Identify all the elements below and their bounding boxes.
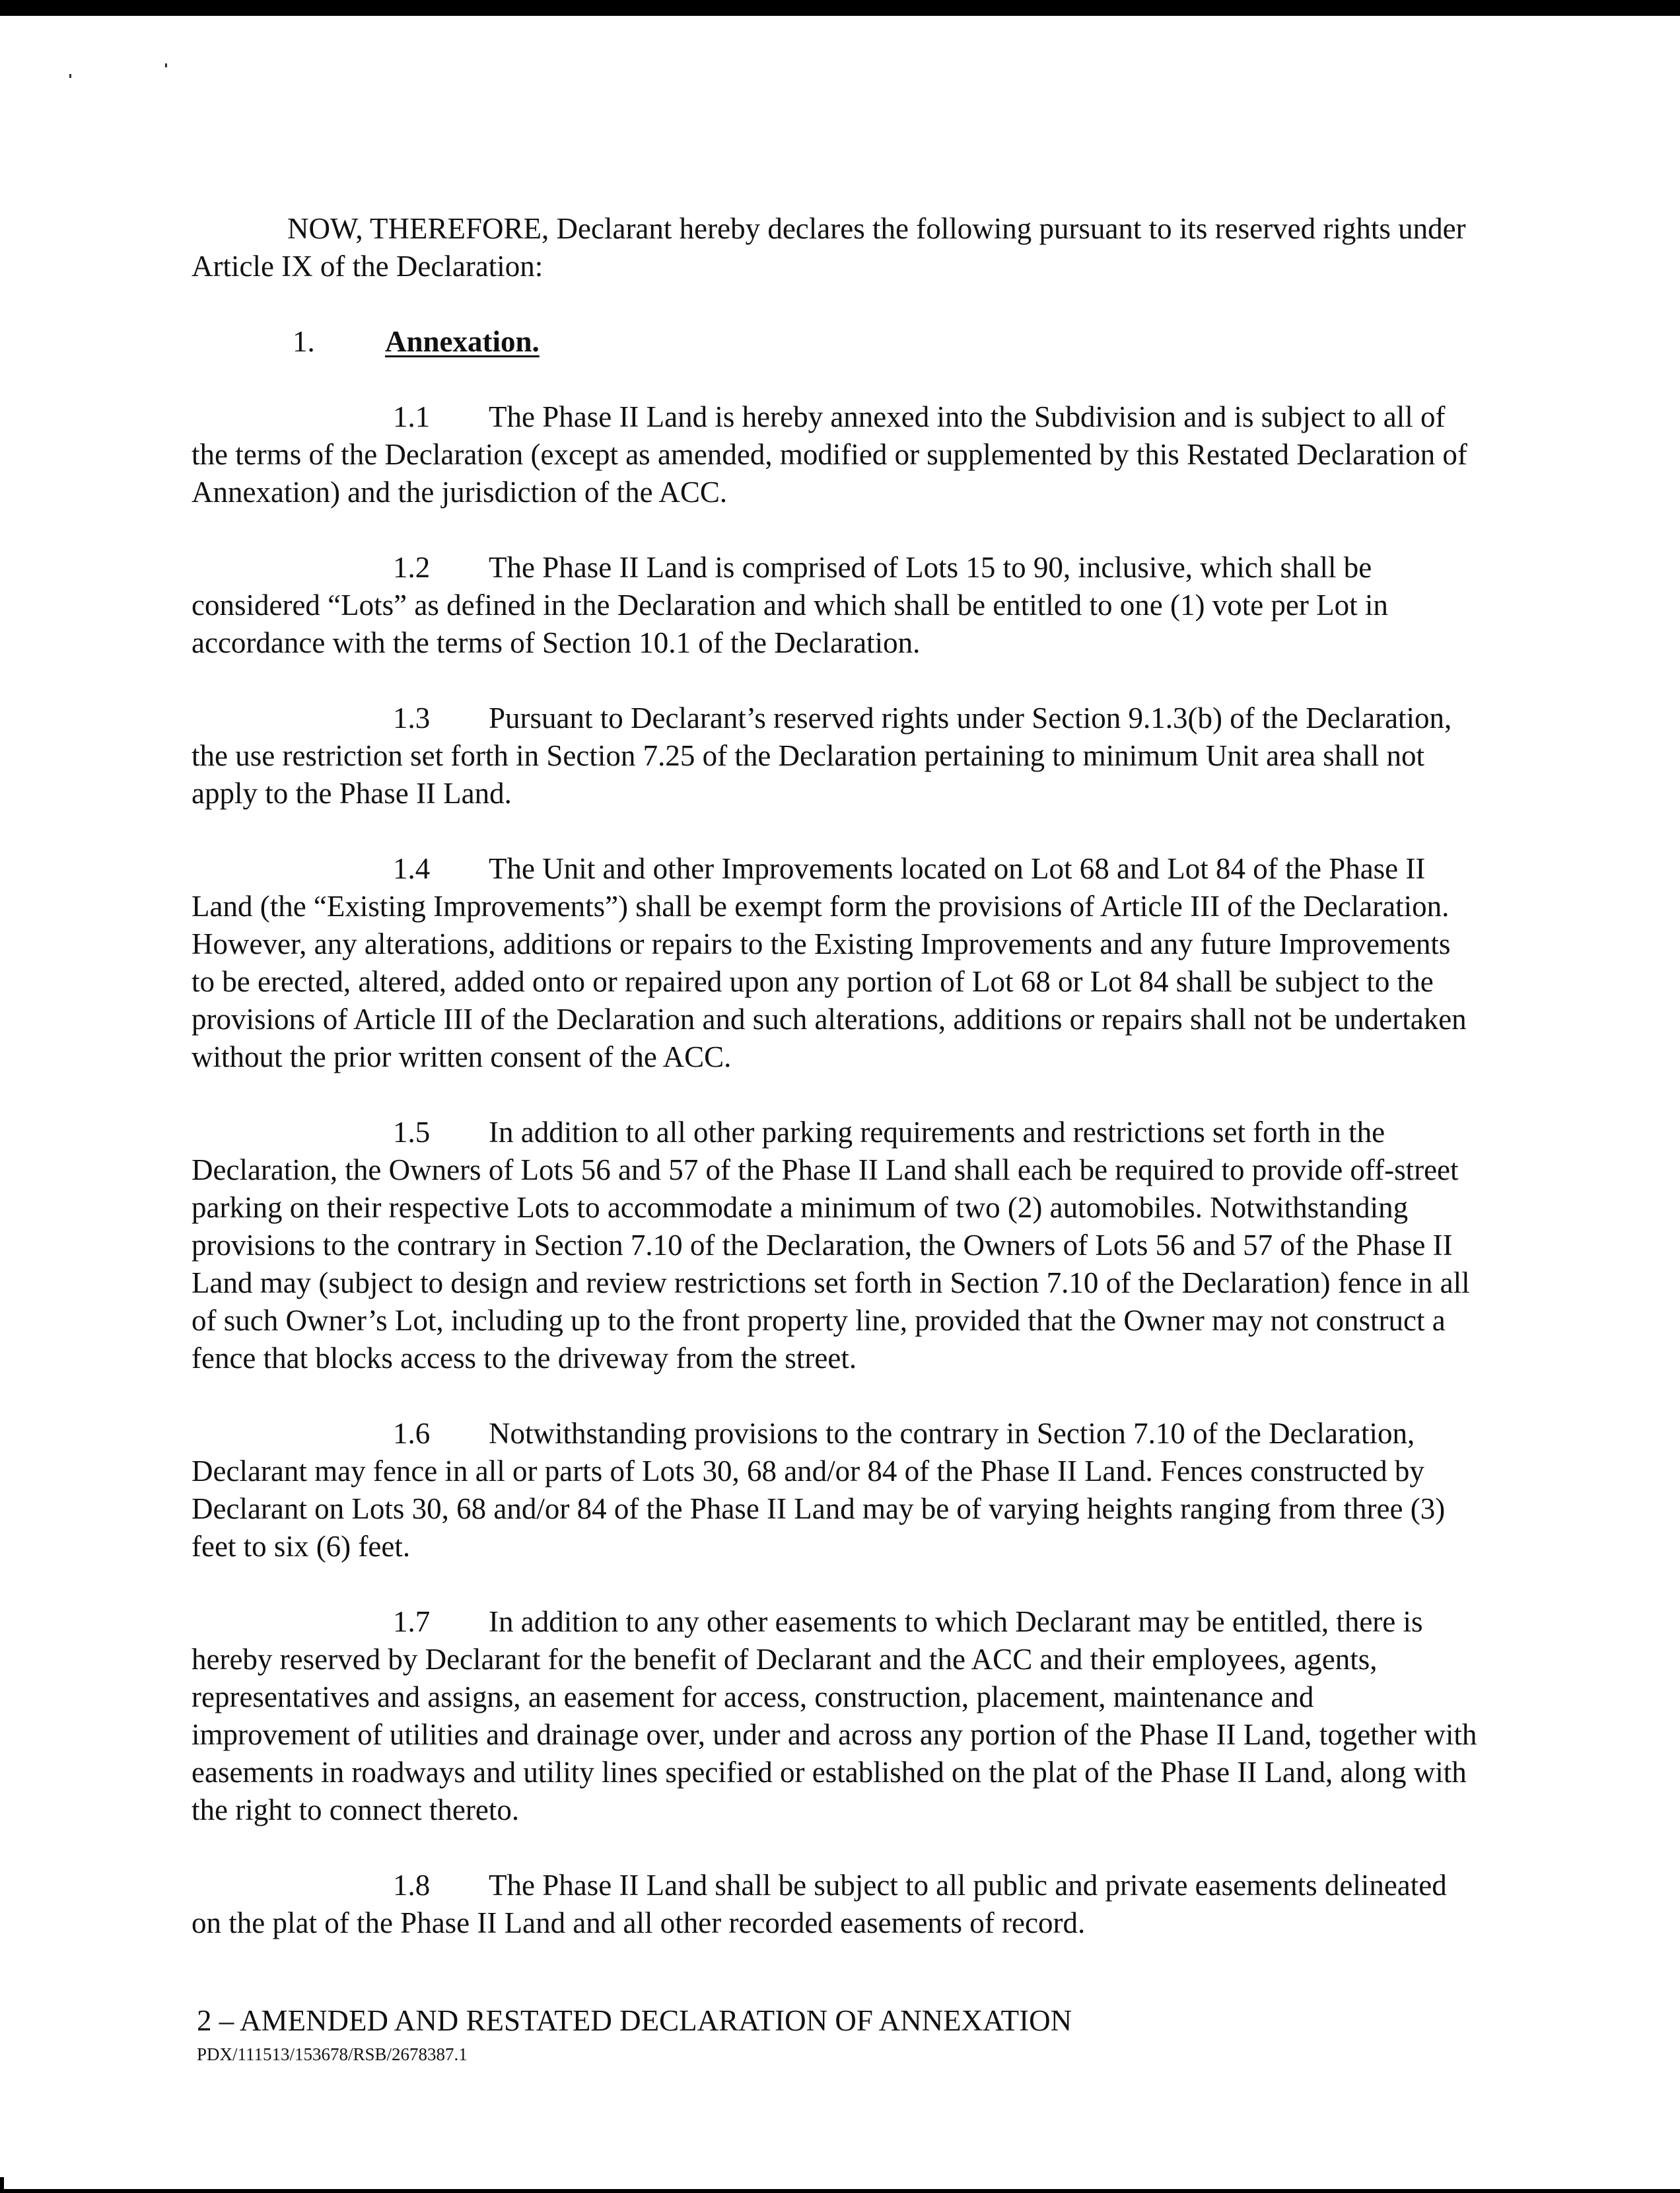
clause-text: The Unit and other Improvements located on Lot 68 and Lot 84 of the Phase II Land (the “Existing Improvements”) shall be exempt form the provisions of Article III of the Declaration. However, any alterations, additions or repairs to the Existing Improvements and any future Improvements to be erected, altered, added onto or repaired upon any portion of Lot 68 or Lot 84 shall be subject to the provisions of Article III of the Declaration and such alterations, additions or repairs shall not be undertaken without the prior written consent of the ACC. xyxy=(192,852,1467,1073)
clause-text: The Phase II Land is comprised of Lots 15 to 90, inclusive, which shall be considered “Lots” as defined in the Declaration and which shall be entitled to one (1) vote per Lot in accordance with the terms of Section 10.1 of the Declaration. xyxy=(192,551,1388,659)
footer-title: 2 – AMENDED AND RESTATED DECLARATION OF ANNEXATION xyxy=(197,2004,1072,2037)
clause-1-7 xyxy=(192,1603,1479,1829)
clause-1-6 xyxy=(192,1415,1479,1565)
clause-number: 1.4 xyxy=(393,852,431,885)
clause-1-1 xyxy=(192,398,1479,511)
clause-number: 1.5 xyxy=(393,1116,431,1149)
scan-corner-mark xyxy=(0,2177,4,2193)
heading-title: Annexation. xyxy=(385,325,540,358)
clause-number: 1.3 xyxy=(393,701,431,735)
clause-1-8 xyxy=(192,1867,1479,1942)
clause-text: In addition to any other easements to which Declarant may be entitled, there is hereby reserved by Declarant for the benefit of Declarant and the ACC and their employees, agents, representatives and assigns, an easement for access, construction, placement, maintenance and improvement of utilities and drainage over, under and across any portion of the Phase II Land, together with easements in roadways and utility lines specified or established on the plat of the Phase II Land, along with the right to connect thereto. xyxy=(192,1605,1477,1826)
section-heading xyxy=(293,323,1479,361)
scan-bottom-border xyxy=(0,2189,1680,2193)
clause-number: 1.2 xyxy=(393,551,431,584)
scan-speck xyxy=(165,63,167,67)
clause-text: Pursuant to Declarant’s reserved rights under Section 9.1.3(b) of the Declaration, the use restriction set forth in Section 7.25 of the Declaration pertaining to minimum Unit area shall not apply to the Phase II Land. xyxy=(192,701,1452,810)
clause-number: 1.7 xyxy=(393,1605,431,1638)
scan-speck xyxy=(69,74,71,78)
clause-1-2 xyxy=(192,549,1479,662)
clause-1-5 xyxy=(192,1114,1479,1377)
intro-paragraph: NOW, THEREFORE, Declarant hereby declares the following pursuant to its reserved rights under Article IX of the Declaration: xyxy=(192,212,1466,283)
clause-1-4 xyxy=(192,850,1479,1076)
clause-1-3 xyxy=(192,700,1479,812)
scan-top-border xyxy=(0,0,1680,16)
document-reference-code: PDX/111513/153678/RSB/2678387.1 xyxy=(197,2044,468,2064)
clause-text: In addition to all other parking requirements and restrictions set forth in the Declaration, the Owners of Lots 56 and 57 of the Phase II Land shall each be required to provide off-street parking on their respective Lots to accommodate a minimum of two (2) automobiles. Notwithstanding provisions to the contrary in Section 7.10 of the Declaration, the Owners of Lots 56 and 57 of the Phase II Land may (subject to design and review restrictions set forth in Section 7.10 of the Declaration) fence in all of such Owner’s Lot, including up to the front property line, provided that the Owner may not construct a fence that blocks access to the driveway from the street. xyxy=(192,1116,1470,1375)
clause-number: 1.1 xyxy=(393,400,431,433)
page-footer xyxy=(197,2003,1452,2066)
heading-number: 1. xyxy=(293,325,315,358)
clause-text: The Phase II Land is hereby annexed into the Subdivision and is subject to all of the terms of the Declaration (except as amended, modified or supplemented by this Restated Declaration of Annexation) and the jurisdiction of the ACC. xyxy=(192,400,1467,509)
clause-text: Notwithstanding provisions to the contrary in Section 7.10 of the Declaration, Declarant may fence in all or parts of Lots 30, 68 and/or 84 of the Phase II Land. Fences constructed by Declarant on Lots 30, 68 and/or 84 of the Phase II Land may be of varying heights ranging from three (3) feet to six (6) feet. xyxy=(192,1417,1446,1563)
clause-number: 1.8 xyxy=(393,1869,431,1902)
document-body xyxy=(192,210,1479,1980)
clause-number: 1.6 xyxy=(393,1417,431,1450)
clause-text: The Phase II Land shall be subject to all public and private easements delineated on the plat of the Phase II Land and all other recorded easements of record. xyxy=(192,1869,1447,1939)
